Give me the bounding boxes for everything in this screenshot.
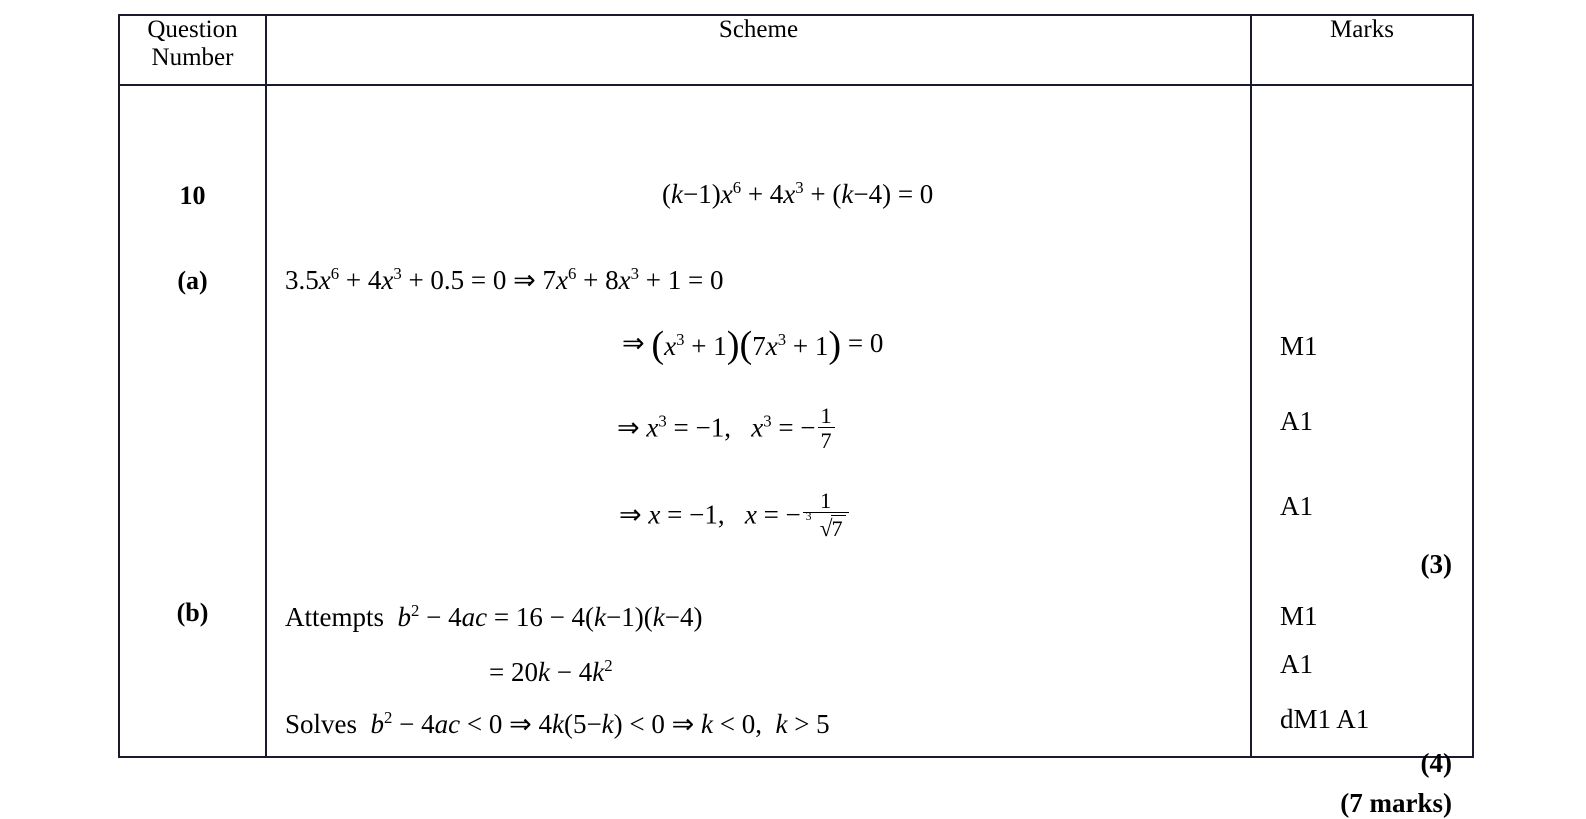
column-header-scheme: Scheme [266, 15, 1251, 85]
mark-b-total: (4) [1420, 748, 1452, 778]
scheme-a-line-1: $3.5x^6 + 4x^3 + 0.5 = 0$ ⇒ $7x^6 + 8x^3 + 1 = 0$ [285, 264, 724, 295]
scheme-cell [266, 85, 1251, 757]
table-header-row [119, 15, 1473, 85]
marks-cell [1251, 85, 1473, 818]
scheme-b-line-1: Attempts $b^2 - 4ac = 16 - 4(k-1)(k-4)$ [285, 601, 703, 632]
part-a-label: (a) [177, 266, 208, 295]
scheme-b-line-2: = $20k - 4k^2$ [489, 656, 613, 687]
mark-b-dm1-a1: dM1 A1 [1280, 704, 1370, 734]
mark-grand-total: (7 marks) [1340, 788, 1452, 818]
column-header-question-number: Question Number [119, 15, 266, 85]
scheme-b-line-1-prefix: Attempts [285, 602, 384, 632]
scheme-a-line-3: ⇒ $x^3 = -1$, $x^3$ = − $\frac{1}{7}$ [617, 406, 837, 454]
column-header-marks: Marks [1251, 15, 1473, 85]
part-b-label: (b) [176, 598, 209, 627]
scheme-a-line-2: ⇒ $(x^3 + 1)(7x^3 + 1) = 0$ [622, 324, 884, 366]
question-number-cell [119, 85, 266, 757]
scheme-b-line-3: Solves $b^2 - 4ac < 0$ ⇒ 4k(5−k) < 0 ⇒ k < 0, k > 5 [285, 708, 830, 739]
mark-a-a1-second: A1 [1280, 491, 1313, 521]
question-stem: $(k-1)x^6 + 4x^3 + (k-4) = 0$ [662, 178, 934, 209]
table-row [119, 85, 1473, 757]
scheme-b-line-3-prefix: Solves [285, 709, 358, 739]
markscheme-table [118, 14, 1474, 818]
scheme-a-line-4: ⇒ x = −1, x = − 1 3 √7 [619, 491, 851, 543]
mark-b-a1: A1 [1280, 649, 1313, 679]
mark-a-total: (3) [1420, 549, 1452, 579]
mark-a-a1-first: A1 [1280, 406, 1313, 436]
mark-b-m1: M1 [1280, 601, 1318, 631]
mark-a-m1: M1 [1280, 331, 1318, 361]
question-number-label: 10 [179, 181, 206, 210]
